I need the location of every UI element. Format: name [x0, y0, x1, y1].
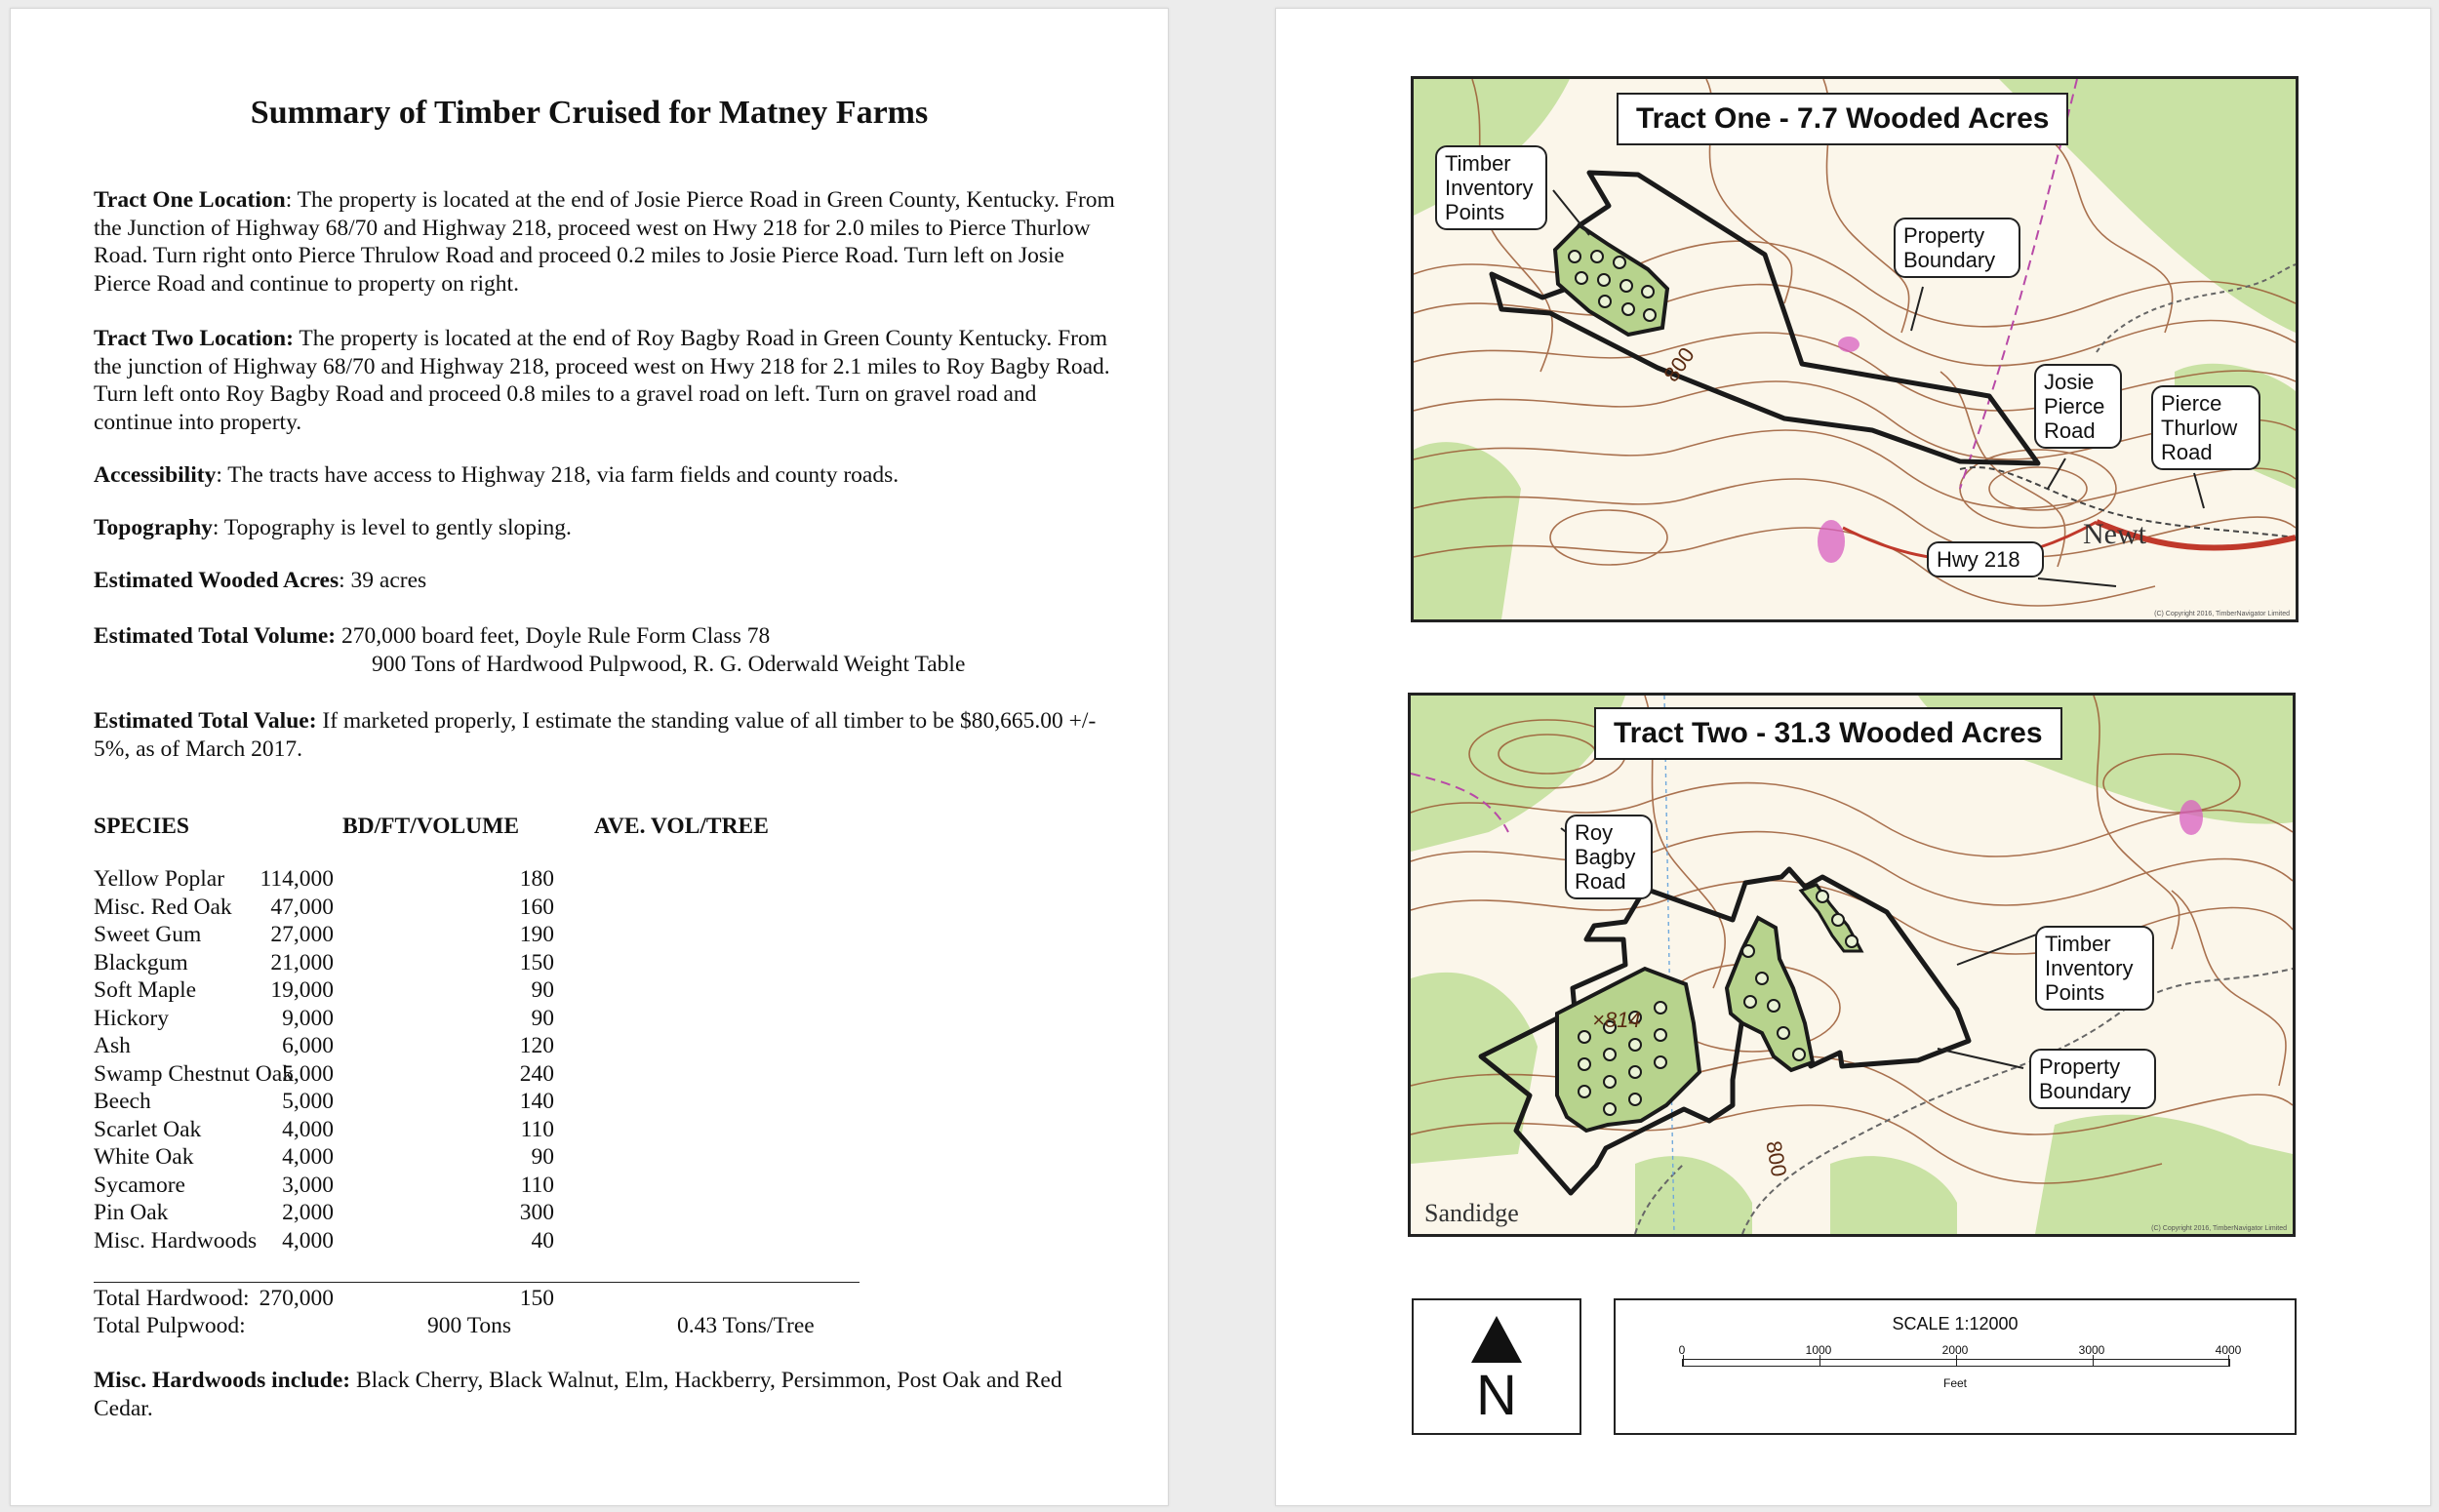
table-row	[94, 1227, 874, 1254]
avg-cell: 140	[519, 1089, 554, 1114]
accessibility-paragraph	[94, 461, 1118, 490]
table-row	[94, 865, 874, 893]
volume-cell: 3,000	[282, 1172, 334, 1198]
tract-two-copyright: (C) Copyright 2016, TimberNavigator Limited	[2151, 1225, 2287, 1232]
volume-text-2: 900 Tons of Hardwood Pulpwood, R. G. Oderwald Weight Table	[372, 651, 966, 677]
acres-paragraph	[94, 567, 1118, 595]
tract-one-text: : The property is located at the end of Josie Pierce Road in Green County, Kentucky. From the Junction of Highway 68/70 and Highway 218, proceed west on Hwy 218 for 2.0 miles to Pierce Thurlow Road. Turn right onto Pierce Thrulow Road and proceed 0.2 miles to Josie Pierce Road. Turn left on Josie Pierce Road and continue to property on right.	[94, 187, 1115, 297]
species-cell: Misc. Hardwoods	[94, 1227, 258, 1253]
volume-paragraph	[94, 622, 1118, 678]
species-cell: Soft Maple	[94, 977, 197, 1003]
avg-cell: 190	[519, 922, 554, 947]
volume-label: Estimated Total Volume:	[94, 623, 337, 649]
summary-page	[10, 8, 1169, 1506]
total-hardwood-label: Total Hardwood:	[94, 1286, 250, 1311]
volume-cell: 9,000	[282, 1005, 334, 1031]
volume-cell: 5,000	[282, 1089, 334, 1114]
table-row	[94, 1088, 874, 1115]
property-boundary-callout: Property Boundary	[1894, 218, 2020, 278]
volume-cell: 2,000	[282, 1200, 334, 1225]
newt-label: Newt	[2083, 518, 2146, 550]
tract-two-map-graphic	[1411, 696, 2293, 1234]
volume-cell: 5,000	[282, 1060, 334, 1087]
total-pulpwood-volume: 900 Tons	[427, 1313, 512, 1338]
topography-label: Topography	[94, 515, 213, 540]
table-row	[94, 1116, 874, 1143]
table-row	[94, 976, 874, 1004]
volume-cell: 4,000	[282, 1227, 334, 1253]
tract-two-map-title: Tract Two - 31.3 Wooded Acres	[1594, 707, 2062, 760]
contour-800-label-two: 800	[1761, 1138, 1792, 1179]
scale-tick-label: 2000	[1941, 1343, 1969, 1357]
tract-two-paragraph	[94, 325, 1118, 436]
table-row	[94, 1060, 874, 1088]
avg-cell: 240	[519, 1060, 554, 1087]
avg-cell: 120	[519, 1033, 554, 1058]
table-row	[94, 1143, 874, 1171]
volume-cell: 4,000	[282, 1116, 334, 1142]
table-row	[94, 1199, 874, 1226]
table-row	[94, 894, 874, 921]
avg-cell: 110	[520, 1172, 554, 1198]
scale-unit: Feet	[1942, 1376, 1967, 1390]
scale-box	[1614, 1298, 2297, 1435]
table-row	[94, 1172, 874, 1199]
volume-cell: 27,000	[270, 922, 334, 947]
misc-paragraph	[94, 1367, 1118, 1422]
volume-text-1: 270,000 board feet, Doyle Rule Form Class 78	[336, 623, 771, 649]
total-pulpwood-label: Total Pulpwood:	[94, 1313, 246, 1338]
accessibility-label: Accessibility	[94, 462, 217, 488]
scale-tick-label: 1000	[1805, 1343, 1832, 1357]
topography-text: : Topography is level to gently sloping.	[212, 515, 572, 540]
avg-cell: 180	[519, 866, 554, 892]
scale-tick-label: 4000	[2215, 1343, 2242, 1357]
avg-cell: 300	[519, 1200, 554, 1225]
topography-paragraph	[94, 514, 1118, 542]
total-pulpwood-row	[94, 1312, 874, 1339]
table-row	[94, 949, 874, 976]
avg-cell: 90	[531, 1005, 554, 1031]
volume-cell: 19,000	[270, 977, 334, 1003]
volume-cell: 47,000	[270, 894, 334, 920]
scale-title: SCALE 1:12000	[1892, 1314, 2019, 1333]
property-boundary-callout-two: Property Boundary	[2029, 1049, 2156, 1109]
tract-one-label: Tract One Location	[94, 187, 286, 213]
species-cell: White Oak	[94, 1144, 194, 1170]
species-cell: Hickory	[94, 1005, 170, 1031]
misc-label: Misc. Hardwoods include:	[94, 1368, 351, 1393]
tract-one-copyright: (C) Copyright 2016, TimberNavigator Limited	[2154, 611, 2290, 617]
avg-cell: 90	[531, 977, 554, 1003]
volume-cell: 4,000	[282, 1144, 334, 1170]
totals-divider	[94, 1282, 860, 1283]
sandidge-label: Sandidge	[1424, 1199, 1519, 1227]
page-title: Summary of Timber Cruised for Matney Farms	[250, 95, 929, 131]
pierce-thurlow-road-callout: Pierce Thurlow Road	[2151, 385, 2260, 470]
accessibility-text: : The tracts have access to Highway 218, via farm fields and county roads.	[216, 462, 900, 488]
total-hardwood-avg: 150	[519, 1286, 554, 1311]
header-volume: BD/FT/VOLUME	[342, 814, 520, 839]
total-pulpwood-avg: 0.43 Tons/Tree	[677, 1313, 815, 1338]
species-cell: Sycamore	[94, 1172, 185, 1198]
misc-text: Black Cherry, Black Walnut, Elm, Hackberry, Persimmon, Post Oak and Red Cedar.	[94, 1368, 1062, 1421]
scale-tick-label: 3000	[2078, 1343, 2105, 1357]
value-label: Estimated Total Value:	[94, 708, 317, 734]
tract-one-map	[1411, 76, 2299, 622]
avg-cell: 150	[519, 949, 554, 975]
species-cell: Swamp Chestnut Oak	[94, 1060, 294, 1087]
table-row	[94, 921, 874, 948]
species-cell: Yellow Poplar	[94, 866, 225, 892]
total-hardwood-volume: 270,000	[259, 1286, 334, 1311]
spot-elevation-label: ×814	[1592, 1008, 1641, 1032]
header-species: SPECIES	[94, 814, 189, 839]
total-hardwood-row	[94, 1285, 874, 1312]
avg-cell: 110	[520, 1116, 554, 1142]
species-cell: Pin Oak	[94, 1200, 169, 1225]
value-text: If marketed properly, I estimate the standing value of all timber to be $80,665.00 +/- 5%, as of March 2017.	[94, 708, 1097, 762]
tract-two-label: Tract Two Location:	[94, 326, 294, 351]
tract-one-paragraph	[94, 186, 1118, 298]
value-paragraph	[94, 707, 1118, 763]
timber-points-callout-two: Timber Inventory Points	[2035, 926, 2154, 1011]
scale-tick-label: 0	[1678, 1343, 1686, 1357]
acres-text: : 39 acres	[339, 568, 427, 593]
header-avg: AVE. VOL/TREE	[594, 814, 769, 839]
hwy-218-callout: Hwy 218	[1927, 541, 2044, 577]
acres-label: Estimated Wooded Acres	[94, 568, 340, 593]
avg-cell: 40	[531, 1227, 554, 1253]
tract-two-map	[1408, 693, 2296, 1237]
avg-cell: 90	[531, 1144, 554, 1170]
volume-cell: 21,000	[270, 949, 334, 975]
north-letter: N	[1476, 1364, 1517, 1427]
table-row	[94, 1005, 874, 1032]
species-cell: Ash	[94, 1033, 131, 1058]
species-cell: Scarlet Oak	[94, 1116, 202, 1142]
roy-bagby-road-callout: Roy Bagby Road	[1565, 815, 1653, 899]
north-arrow-icon	[1471, 1316, 1522, 1363]
contour-800-label: 800	[1659, 342, 1699, 386]
josie-pierce-road-callout: Josie Pierce Road	[2034, 364, 2122, 449]
species-cell: Misc. Red Oak	[94, 894, 232, 920]
timber-points-callout: Timber Inventory Points	[1435, 145, 1547, 230]
tract-one-map-title: Tract One - 7.7 Wooded Acres	[1617, 93, 2068, 145]
avg-cell: 160	[519, 894, 554, 920]
tract-two-text: The property is located at the end of Roy Bagby Road in Green County Kentucky. From the junction of Highway 68/70 and Highway 218, proceed west on Hwy 218 for 2.1 miles to Roy Bagby Road. Turn left onto Roy Bagby Road and proceed 0.8 miles to a gravel road on left. Turn on gravel road and continue into property.	[94, 326, 1110, 435]
volume-cell: 114,000	[260, 866, 334, 892]
species-cell: Blackgum	[94, 949, 188, 975]
north-arrow	[1412, 1298, 1581, 1435]
table-row	[94, 1032, 874, 1059]
scale-bar	[1682, 1359, 2230, 1367]
species-cell: Beech	[94, 1089, 151, 1114]
species-cell: Sweet Gum	[94, 922, 202, 947]
volume-cell: 6,000	[282, 1033, 334, 1058]
